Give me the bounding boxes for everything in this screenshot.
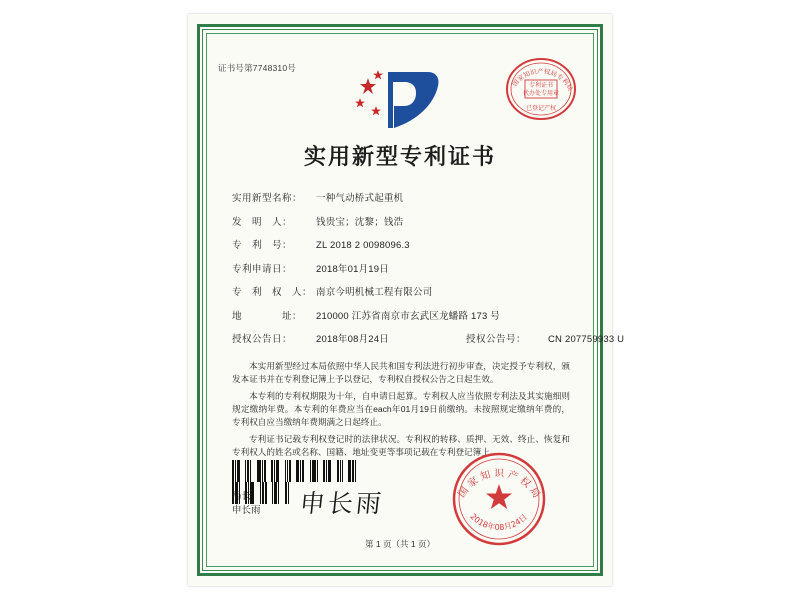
svg-text:2018年08月24日: 2018年08月24日 bbox=[468, 511, 529, 533]
certificate-number: 证书号第7748310号 bbox=[218, 63, 296, 73]
field-label: 专 利 号： bbox=[232, 240, 293, 251]
field-value: 南京今明机械工程有限公司 bbox=[316, 287, 433, 298]
corner-ornament-top-right bbox=[585, 24, 603, 42]
field-row bbox=[232, 214, 572, 228]
corner-ornament-top-left bbox=[197, 24, 215, 42]
field-row bbox=[232, 284, 572, 298]
field-row bbox=[232, 237, 572, 251]
field-value: 钱贵宝；沈黎；钱浩 bbox=[316, 216, 404, 228]
field-row bbox=[232, 261, 572, 275]
certificate-content bbox=[214, 42, 625, 558]
certificate-document bbox=[188, 14, 625, 586]
svg-text:国家知识产权局: 国家知识产权局 bbox=[456, 468, 544, 503]
field-row bbox=[232, 308, 572, 322]
signer-role: 局长 bbox=[232, 491, 252, 502]
barcode-icon bbox=[232, 460, 360, 482]
svg-text:已登记产权: 已登记产权 bbox=[525, 105, 557, 112]
field-label-secondary: 授权公告号： bbox=[466, 334, 527, 345]
paragraph: 专利证书记载专利权登记时的法律状况。专利权的转移、质押、无效、终止、恢复和专利权人的姓名或名称、国籍、地址变更等事项记载在专利登记簿上。 bbox=[232, 433, 570, 457]
field-value: 2018年01月19日 bbox=[316, 263, 389, 275]
page-footer: 第 1 页（共 1 页） bbox=[365, 539, 435, 549]
field-row bbox=[232, 190, 572, 204]
paragraph: 本实用新型经过本局依照中华人民共和国专利法进行初步审查，决定授予专利权，颁发本证书并在专利登记簿上予以登记，专利权自授权公告之日起生效。 bbox=[232, 361, 570, 385]
handwritten-signature: 申长雨 bbox=[298, 489, 386, 518]
field-label: 地 址： bbox=[232, 310, 303, 322]
field-value: 一种气动桥式起重机 bbox=[316, 193, 404, 204]
signer-name: 申长雨 bbox=[232, 504, 261, 516]
patent-emblem-icon bbox=[352, 66, 448, 132]
field-label: 实用新型名称： bbox=[232, 193, 303, 204]
svg-text:专利证书: 专利证书 bbox=[528, 82, 554, 89]
field-label: 专利申请日： bbox=[232, 263, 293, 275]
red-oval-stamp-icon bbox=[504, 52, 578, 126]
field-value-secondary: CN 207759933 U bbox=[548, 334, 625, 345]
patent-fields bbox=[232, 190, 625, 355]
field-value: 2018年08月24日 bbox=[316, 334, 389, 345]
field-label: 授权公告日： bbox=[232, 334, 293, 345]
field-value: ZL 2018 2 0098096.3 bbox=[316, 240, 410, 251]
signature-block bbox=[232, 490, 261, 518]
corner-ornament-bottom-right bbox=[585, 558, 603, 576]
field-label: 专 利 权 人： bbox=[232, 287, 313, 298]
field-label: 发 明 人： bbox=[232, 216, 293, 228]
svg-text:国家知识产权局专利局: 国家知识产权局专利局 bbox=[510, 67, 575, 93]
field-value: 210000 江苏省南京市玄武区龙蟠路 173 号 bbox=[316, 310, 500, 322]
field-row-dual bbox=[232, 331, 625, 345]
paragraph: 本专利的专利权期限为十年，自申请日起算。专利权人应当依照专利法及其实施细则规定缴纳年费。本专利的年费应当在each年01月19日前缴纳。未按照规定缴纳年费的，专利权自应当缴纳年费期满之日起终止。 bbox=[232, 390, 570, 428]
svg-text:代办处专用章: 代办处专用章 bbox=[522, 90, 560, 97]
page-title: 实用新型专利证书 bbox=[303, 145, 496, 170]
legal-body-text bbox=[232, 360, 570, 462]
red-round-official-seal-icon bbox=[450, 450, 548, 548]
corner-ornament-bottom-left bbox=[197, 558, 215, 576]
